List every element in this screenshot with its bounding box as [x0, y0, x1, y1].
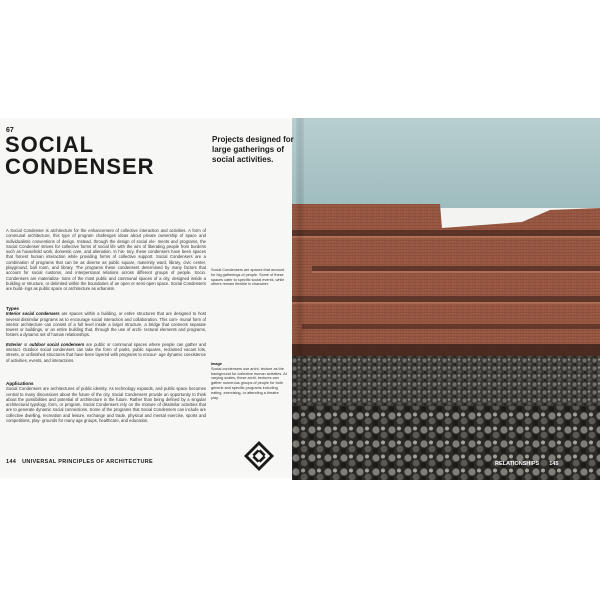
types-section [6, 306, 206, 363]
interior-paragraph [6, 311, 206, 337]
section-emblem-icon [243, 440, 275, 472]
caption-image-heading: Image [211, 362, 222, 366]
interior-lead: Interior social condensers [6, 311, 60, 317]
entry-number: 67 [6, 127, 14, 134]
building-crowd-photo [292, 118, 600, 480]
caption-image [211, 362, 287, 400]
applications-paragraph: Social Condensers are architectures of public identity. As technology expands, and public space becomes central to many discussions about the future of the city, Social Condensers provide an opportunity to think about the possibilities and potential of architecture in the future. Rather than being defined by a singular architectural typology, form, or program, Social Condensers rely on the mixture of dissimilar activities that are to generate dynamic social connections. Some of the programs that Social Condensers can include are collective dwelling, recreation and leisure, exchange and trade, physical and mental exercise, sports and competitions, play- grounds for many age groups, healthcare, and education. [6, 386, 206, 424]
folio-left [6, 459, 153, 465]
entry-tagline: Projects designed for large gatherings of social activities. [212, 135, 294, 164]
folio-right [495, 461, 558, 467]
exterior-text: are public or communal spaces where people can gather and interact. Outdoor social condensers can take the form of parks, public squares, reclaimed vacant lots, streets, or unfinished structures that have been layered with programs to encour- age dynamic coexistence of activities, events, and interactions. [6, 341, 206, 363]
outdoor-lead: outdoor social condensers [29, 341, 85, 347]
caption-top: Social Condensers are spaces that account for big gatherings of people. Some of these spaces cater to specific social events, while others remain flexible in character. [211, 268, 285, 287]
applications-heading: Applications [6, 381, 34, 386]
section-running-head: RELATIONSHIPS [495, 461, 540, 467]
caption-image-text: Social condensers use archi- tecture as the background for collective human activities. At varying scales, these archi- tectures can gather numerous groups of people for both generic and specific programs including eating, exercising, or attending a theatre play. [211, 366, 287, 400]
applications-section [6, 381, 206, 423]
title-line-2: CONDENSER [5, 154, 155, 179]
exterior-lead: Exterior [6, 341, 22, 347]
title-line-1: SOCIAL [5, 132, 95, 157]
page-number-right: 145 [549, 461, 559, 467]
types-heading: Types [6, 306, 19, 311]
book-title-running-head: UNIVERSAL PRINCIPLES OF ARCHITECTURE [22, 459, 153, 465]
exterior-paragraph [6, 342, 206, 363]
exterior-mid: or [21, 341, 30, 347]
entry-title [5, 134, 205, 178]
interior-text: are spaces within a building, or entire structures that are designed to host several dissimilar programs as to encourage social interaction and collaboration. This com- munal form of interior architecture can consist of a full level inside a larger structure, a bridge that connects separate towers or buildings, or an entire building that, through the use of archi- tectural elements and programs, fosters a dynamic set of human relationships. [6, 311, 206, 338]
page-number-left: 144 [6, 459, 17, 465]
intro-paragraph: A Social Condenser is architecture for the enhancement of collective interaction and activities. A form of communal architecture, this type of program challenges ideas about private ownership of space and individualistic conventions of design. Instead, through the design of social ele- ments and programs, the Social Condenser strives for collective forms of social life with the aim of liberating people from burdens such as household work, domestic care, and alienation. In his- tory, these condensers have been spaces that foment human interaction while providing forms of collective support. Social Condensers are a combination of programs that can be as diverse as public square, maternity ward, library, civic center, playground, ball room, and library. The programs these condensers determined by many factors that account for social customs, and interpersonal relations across different groups of people. Socio. Condensers are materializa- tions of the most public and communal spaces of a city, designed inside a building or structure, or delimited within the boundaries of an open or semi-open space. Social Condensers are build- ings as public space or architecture as urbanism. [6, 228, 206, 292]
book-gutter [296, 118, 304, 478]
